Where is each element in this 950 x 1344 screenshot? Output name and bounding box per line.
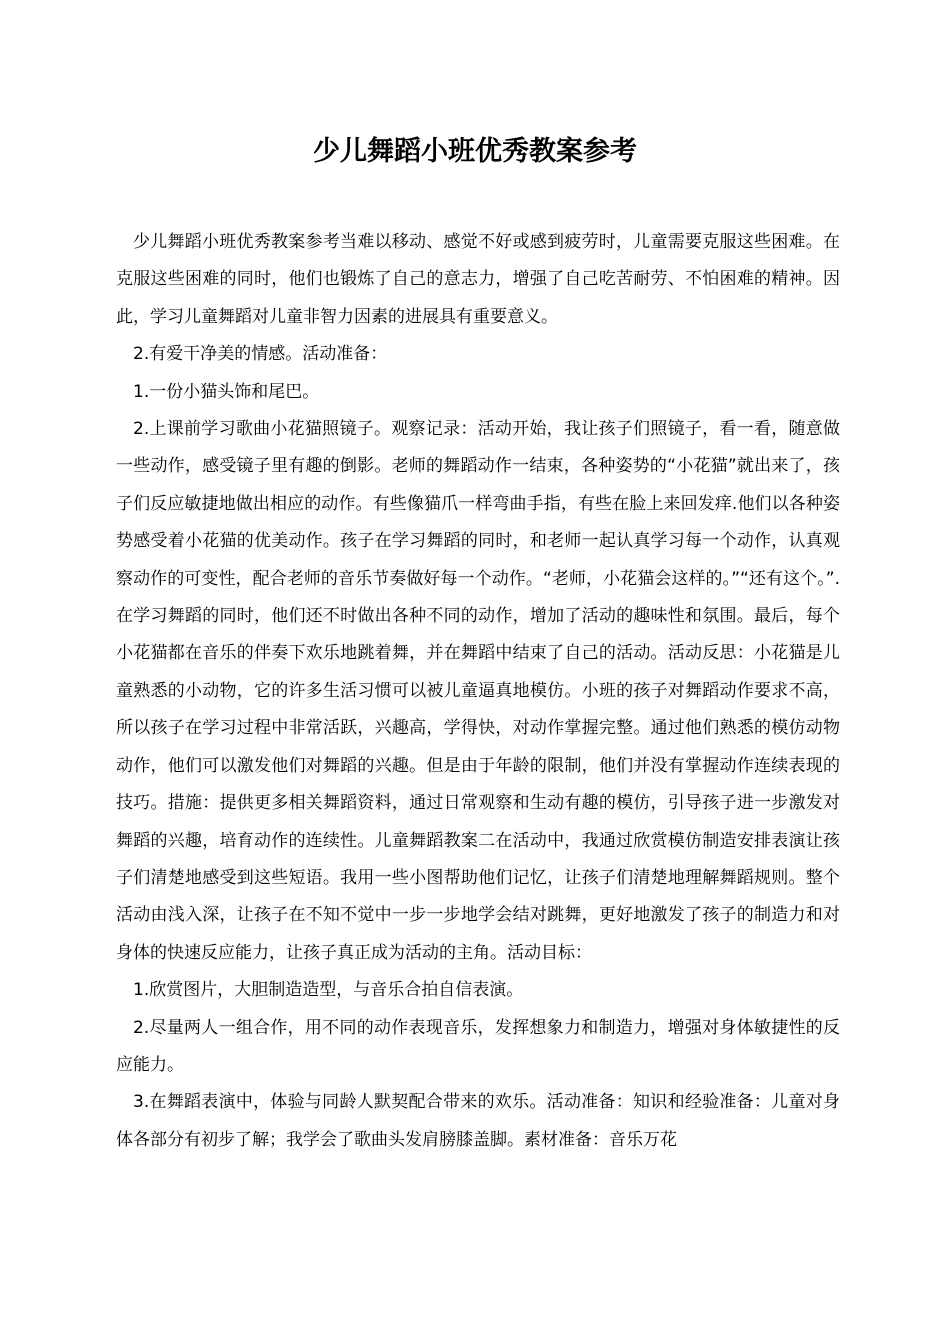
paragraph-observation: 2.上课前学习歌曲小花猫照镜子。观察记录：活动开始，我让孩子们照镜子，看一看，随意做一些动作，感受镜子里有趣的倒影。老师的舞蹈动作一结束，各种姿势的“小花猫”就出来了，孩子们反应敏捷地做出相应的动作。有些像猫爪一样弯曲手指，有些在脸上来回发痒.他们以各种姿势感受着小花猫的优美动作。孩子在学习舞蹈的同时，和老师一起认真学习每一个动作，认真观察动作的可变性，配合老师的音乐节奏做好每一个动作。“老师，小花猫会这样的。”“还有这个。”.在学习舞蹈的同时，他们还不时做出各种不同的动作，增加了活动的趣味性和氛围。最后，每个小花猫都在音乐的伴奏下欢乐地跳着舞，并在舞蹈中结束了自己的活动。活动反思：小花猫是儿童熟悉的小动物，它的许多生活习惯可以被儿童逼真地模仿。小班的孩子对舞蹈动作要求不高，所以孩子在学习过程中非常活跃，兴趣高，学得快，对动作掌握完整。通过他们熟悉的模仿动物动作，他们可以激发他们对舞蹈的兴趣。但是由于年龄的限制，他们并没有掌握动作连续表现的技巧。措施：提供更多相关舞蹈资料，通过日常观察和生动有趣的模仿，引导孩子进一步激发对舞蹈的兴趣，培育动作的连续性。儿童舞蹈教案二在活动中，我通过欣赏模仿制造安排表演让孩子们清楚地感受到这些短语。我用一些小图帮助他们记忆，让孩子们清楚地理解舞蹈规则。整个活动由浅入深，让孩子在不知不觉中一步一步地学会结对跳舞，更好地激发了孩子的制造力和对身体的快速反应能力，让孩子真正成为活动的主角。活动目标： — [116, 419, 840, 963]
document-body — [116, 224, 840, 1159]
paragraph-item: 1.欣赏图片，大胆制造造型，与音乐合拍自信表演。 — [133, 980, 524, 1001]
paragraph-item: 3.在舞蹈表演中，体验与同龄人默契配合带来的欢乐。活动准备：知识和经验准备：儿童对身体各部分有初步了解；我学会了歌曲头发肩膀膝盖脚。素材准备：音乐万花 — [116, 1092, 840, 1150]
document-title: 少儿舞蹈小班优秀教案参考 — [313, 136, 637, 167]
paragraph-intro: 少儿舞蹈小班优秀教案参考当难以移动、感觉不好或感到疲劳时，儿童需要克服这些困难。在克服这些困难的同时，他们也锻炼了自己的意志力，增强了自己吃苦耐劳、不怕困难的精神。因此，学习儿童舞蹈对儿童非智力因素的进展具有重要意义。 — [116, 232, 840, 327]
paragraph-item: 1.一份小猫头饰和尾巴。 — [133, 381, 320, 402]
paragraph-item: 2.有爱干净美的情感。活动准备： — [133, 344, 388, 365]
paragraph-item: 2.尽量两人一组合作，用不同的动作表现音乐，发挥想象力和制造力，增强对身体敏捷性的反应能力。 — [116, 1017, 840, 1075]
